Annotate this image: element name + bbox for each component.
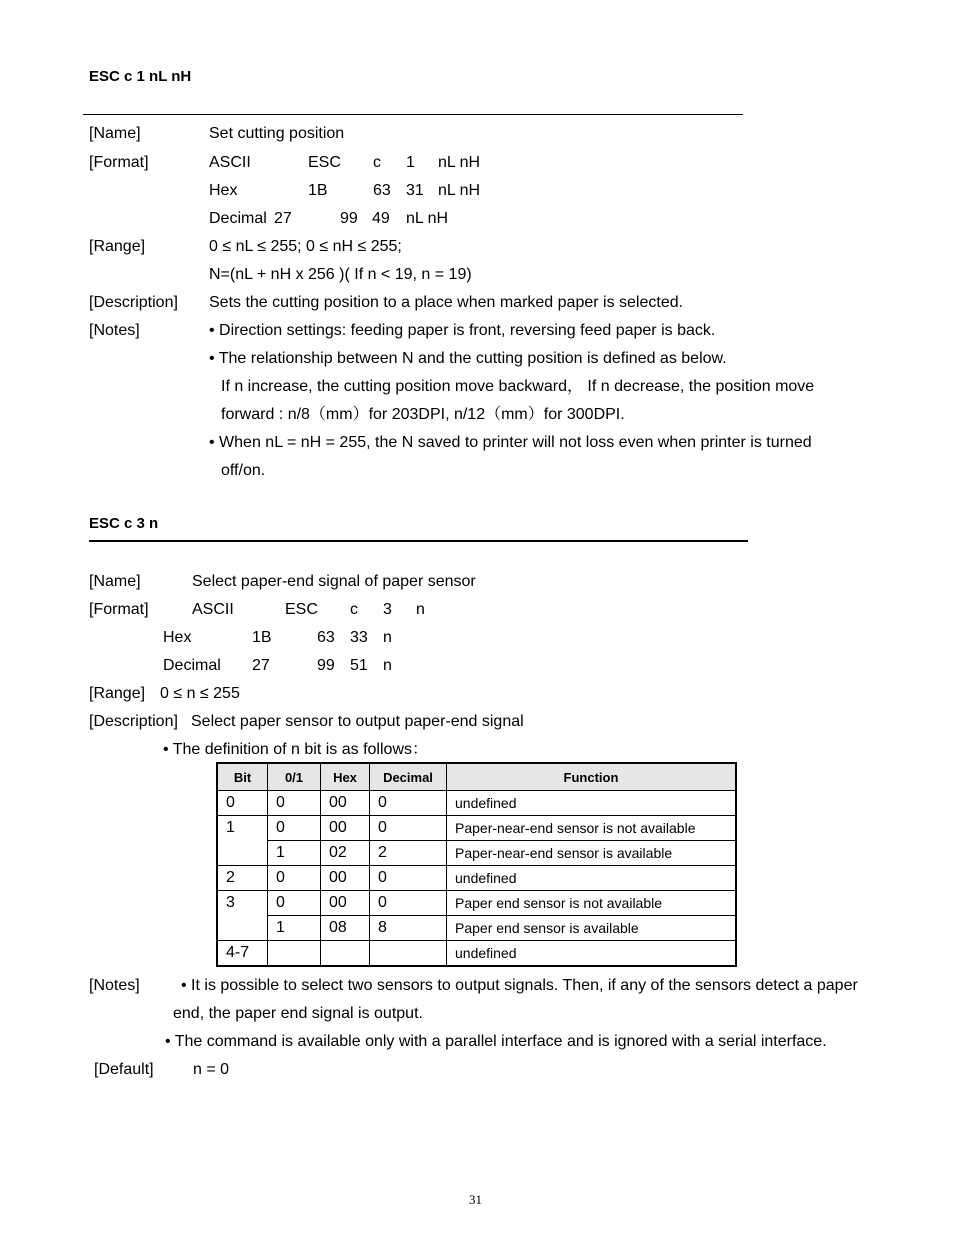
format-ascii-cell: nL nH: [438, 154, 481, 171]
range-line: N=(nL + nH x 256 )( If n < 19, n = 19): [209, 266, 472, 283]
table-cell: [268, 941, 321, 967]
range-line: 0 ≤ nL ≤ 255; 0 ≤ nH ≤ 255;: [209, 238, 402, 255]
format-decimal-cell: 49: [372, 210, 390, 227]
table-cell: 1: [268, 916, 321, 941]
table-header-row: [217, 763, 736, 791]
section-heading-esc-c-1: ESC c 1 nL nH: [89, 68, 192, 85]
table-cell: 3: [217, 891, 268, 916]
format-decimal-cell: 99: [317, 657, 335, 674]
table-cell: 0: [370, 791, 447, 816]
format-label: [Format]: [89, 154, 149, 171]
format-ascii-cell: ESC: [308, 154, 341, 171]
table-cell: 1: [217, 816, 268, 841]
notes-line: • The command is available only with a parallel interface and is ignored with a serial interface.: [165, 1033, 827, 1050]
column-header: Decimal: [370, 763, 447, 791]
default-label: [Default]: [94, 1061, 154, 1078]
table-cell: 0: [370, 891, 447, 916]
format-ascii-cell: c: [373, 154, 381, 171]
table-cell: [217, 916, 268, 941]
notes-label: [Notes]: [89, 322, 140, 339]
name-value: Select paper-end signal of paper sensor: [192, 573, 476, 590]
notes-line: • It is possible to select two sensors to output signals. Then, if any of the sensors detect a paper: [181, 977, 858, 994]
format-decimal-cell: 51: [350, 657, 368, 674]
table-cell: [217, 841, 268, 866]
section-divider: [83, 114, 743, 115]
format-hex-cell: nL nH: [438, 182, 481, 199]
table-cell: 00: [321, 891, 370, 916]
notes-label: [Notes]: [89, 977, 140, 994]
format-decimal-label: Decimal: [209, 210, 267, 227]
format-hex-cell: 1B: [308, 182, 328, 199]
column-header: Bit: [217, 763, 268, 791]
format-hex-cell: 63: [317, 629, 335, 646]
bit-definition-table: [216, 762, 737, 967]
format-hex-cell: 1B: [252, 629, 272, 646]
format-hex-cell: 31: [406, 182, 424, 199]
notes-line: • The relationship between N and the cutting position is defined as below.: [209, 350, 727, 367]
table-cell: 00: [321, 791, 370, 816]
format-decimal-cell: 27: [252, 657, 270, 674]
table-cell: 0: [217, 791, 268, 816]
format-ascii-cell: 3: [383, 601, 392, 618]
table-cell: undefined: [447, 791, 737, 816]
table-cell: 2: [370, 841, 447, 866]
format-hex-cell: n: [383, 629, 392, 646]
table-cell: 0: [268, 866, 321, 891]
format-ascii-cell: ESC: [285, 601, 318, 618]
format-ascii-cell: 1: [406, 154, 415, 171]
format-ascii-cell: n: [416, 601, 425, 618]
table-cell: [321, 941, 370, 967]
format-decimal-cell: 27: [274, 210, 292, 227]
section-divider: [89, 540, 748, 542]
table-cell: 0: [268, 891, 321, 916]
table-row: [217, 791, 736, 816]
column-header: Function: [447, 763, 737, 791]
table-cell: Paper-near-end sensor is not available: [447, 816, 737, 841]
default-value: n = 0: [193, 1061, 230, 1078]
format-hex-cell: 33: [350, 629, 368, 646]
range-label: [Range]: [89, 685, 146, 702]
table-cell: 00: [321, 816, 370, 841]
table-cell: 0: [370, 866, 447, 891]
table-cell: 02: [321, 841, 370, 866]
table-cell: [370, 941, 447, 967]
range-value: 0 ≤ n ≤ 255: [160, 685, 240, 702]
section-heading-esc-c-3: ESC c 3 n: [89, 515, 159, 532]
table-cell: undefined: [447, 941, 737, 967]
format-hex-label: Hex: [209, 182, 238, 199]
table-cell: 2: [217, 866, 268, 891]
table-row: [217, 941, 736, 967]
table-cell: 0: [370, 816, 447, 841]
table-row: [217, 816, 736, 841]
notes-line: off/on.: [221, 462, 266, 479]
table-cell: Paper end sensor is not available: [447, 891, 737, 916]
format-decimal-label: Decimal: [163, 657, 221, 674]
notes-line: forward : n/8（mm）for 203DPI, n/12（mm）for 300DPI.: [221, 406, 625, 423]
table-cell: undefined: [447, 866, 737, 891]
range-label: [Range]: [89, 238, 146, 255]
format-ascii-label: ASCII: [209, 154, 251, 171]
description-label: [Description]: [89, 294, 178, 311]
description-value: Select paper sensor to output paper-end signal: [191, 713, 524, 730]
table-cell: 4-7: [217, 941, 268, 967]
notes-line: • When nL = nH = 255, the N saved to printer will not loss even when printer is turned: [209, 434, 812, 451]
table-row: [217, 866, 736, 891]
notes-line: end, the paper end signal is output.: [173, 1005, 423, 1022]
table-cell: 0: [268, 791, 321, 816]
name-value: Set cutting position: [209, 125, 345, 142]
format-decimal-cell: 99: [340, 210, 358, 227]
notes-line: If n increase, the cutting position move backward， If n decrease, the position move: [221, 378, 815, 395]
format-label: [Format]: [89, 601, 149, 618]
table-cell: 0: [268, 816, 321, 841]
table-cell: 00: [321, 866, 370, 891]
format-decimal-cell: n: [383, 657, 392, 674]
format-hex-label: Hex: [163, 629, 192, 646]
column-header: 0/1: [268, 763, 321, 791]
table-row: [217, 841, 736, 866]
name-label: [Name]: [89, 573, 141, 590]
table-cell: Paper-near-end sensor is available: [447, 841, 737, 866]
format-ascii-label: ASCII: [192, 601, 234, 618]
format-ascii-cell: c: [350, 601, 358, 618]
table-row: [217, 891, 736, 916]
table-row: [217, 916, 736, 941]
table-cell: 1: [268, 841, 321, 866]
description-label: [Description]: [89, 713, 178, 730]
format-hex-cell: 63: [373, 182, 391, 199]
description-value: Sets the cutting position to a place when marked paper is selected.: [209, 294, 684, 311]
table-cell: 8: [370, 916, 447, 941]
page-number: 31: [469, 1192, 482, 1207]
table-cell: Paper end sensor is available: [447, 916, 737, 941]
table-cell: 08: [321, 916, 370, 941]
column-header: Hex: [321, 763, 370, 791]
notes-line: • Direction settings: feeding paper is front, reversing feed paper is back.: [209, 322, 716, 339]
bit-definition-intro: • The definition of n bit is as follows：: [163, 741, 428, 758]
format-decimal-cell: nL nH: [406, 210, 449, 227]
name-label: [Name]: [89, 125, 141, 142]
